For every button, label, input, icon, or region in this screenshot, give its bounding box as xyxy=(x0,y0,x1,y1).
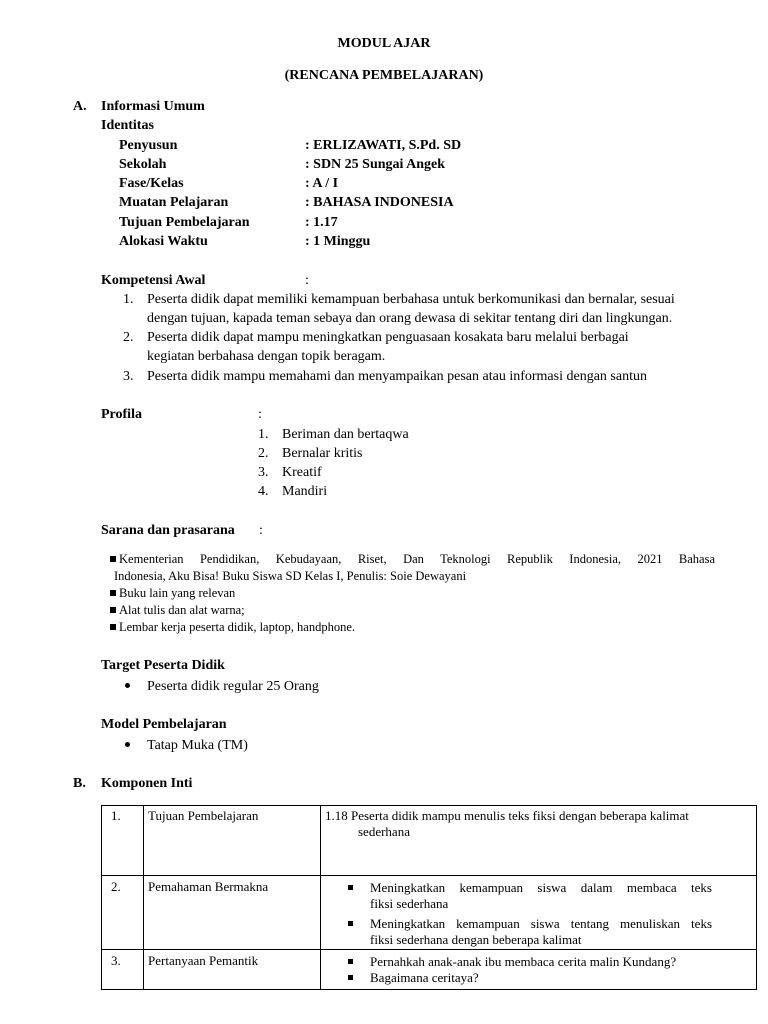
target-item: Peserta didik regular 25 Orang xyxy=(147,679,319,694)
table-row xyxy=(102,876,757,950)
row-number: 1. xyxy=(102,806,144,876)
row-label: Pertanyaan Pemantik xyxy=(144,950,321,990)
profila-item-number: 2. xyxy=(258,446,269,461)
square-bullet-icon xyxy=(110,590,116,596)
kompetensi-item-text: dengan tujuan, kapada teman sebaya dan orang dewasa di sekitar tentang diri dan lingkungan. xyxy=(147,311,673,326)
square-bullet-icon xyxy=(348,959,353,964)
square-bullet-icon xyxy=(110,624,116,630)
field-value-fase-kelas: : A / I xyxy=(305,176,339,191)
model-item: Tatap Muka (TM) xyxy=(147,738,248,753)
bullet-icon xyxy=(125,742,130,747)
square-bullet-icon xyxy=(110,556,116,562)
document-subtitle: (RENCANA PEMBELAJARAN) xyxy=(284,68,484,83)
tujuan-text: 1.18 Peserta didik mampu menulis teks fiksi dengan beberapa kalimat xyxy=(325,808,689,823)
square-bullet-icon xyxy=(348,885,353,890)
section-a-heading: Informasi Umum xyxy=(101,99,205,114)
field-label-tujuan-pembelajaran: Tujuan Pembelajaran xyxy=(119,215,250,230)
field-value-penyusun: : ERLIZAWATI, S.Pd. SD xyxy=(305,138,462,153)
profila-item-text: Mandiri xyxy=(282,484,328,499)
field-value-muatan-pelajaran: : BAHASA INDONESIA xyxy=(305,195,454,210)
profila-item-number: 1. xyxy=(258,427,269,442)
field-value-tujuan-pembelajaran: : 1.17 xyxy=(305,215,338,230)
square-bullet-icon xyxy=(348,975,353,980)
profila-item-text: Bernalar kritis xyxy=(282,446,363,461)
field-label-alokasi-waktu: Alokasi Waktu xyxy=(119,234,208,249)
field-label-penyusun: Penyusun xyxy=(119,138,178,153)
square-bullet-icon xyxy=(110,607,116,613)
field-value-sekolah: : SDN 25 Sungai Angek xyxy=(305,157,446,172)
kompetensi-item-text: kegiatan berbahasa dengan topik beragam. xyxy=(147,349,386,364)
row-label: Pemahaman Bermakna xyxy=(144,876,321,950)
profila-item-text: Beriman dan bertaqwa xyxy=(282,427,409,442)
profila-item-number: 3. xyxy=(258,465,269,480)
sarana-colon: : xyxy=(259,523,263,538)
komponen-inti-table xyxy=(101,805,757,990)
profila-colon: : xyxy=(258,407,262,422)
sarana-heading: Sarana dan prasarana xyxy=(101,523,235,538)
tujuan-text-continuation: sederhana xyxy=(358,824,410,839)
sarana-item: Lembar kerja peserta didik, laptop, handphone. xyxy=(110,619,355,635)
list-item: Meningkatkan kemampuan siswa tentang menuliskan teks fiksi sederhana dengan beberapa kalimat xyxy=(321,916,712,948)
table-row xyxy=(102,806,757,876)
row-content xyxy=(321,876,757,950)
list-item: Meningkatkan kemampuan siswa dalam membaca teks fiksi sederhana xyxy=(321,880,712,912)
field-label-fase-kelas: Fase/Kelas xyxy=(119,176,184,191)
field-label-muatan-pelajaran: Muatan Pelajaran xyxy=(119,195,229,210)
section-a-letter: A. xyxy=(73,99,87,114)
list-item: Pernahkah anak-anak ibu membaca cerita malin Kundang? xyxy=(321,954,756,970)
table-row xyxy=(102,950,757,990)
row-content xyxy=(321,950,757,990)
kompetensi-item-number: 1. xyxy=(123,292,134,307)
target-heading: Target Peserta Didik xyxy=(101,658,225,673)
sarana-item: Buku lain yang relevan xyxy=(110,585,235,601)
kompetensi-item-number: 2. xyxy=(123,330,134,345)
row-content xyxy=(321,806,757,876)
kompetensi-colon: : xyxy=(305,273,309,288)
kompetensi-item-number: 3. xyxy=(123,369,134,384)
sarana-item: Kementerian Pendidikan, Kebudayaan, Riset, Dan Teknologi Republik Indonesia, 2021 Bahasa xyxy=(110,551,715,567)
identitas-heading: Identitas xyxy=(101,118,154,133)
section-b-heading: Komponen Inti xyxy=(101,776,193,791)
bullet-icon xyxy=(125,683,130,688)
square-bullet-icon xyxy=(348,921,353,926)
row-number: 2. xyxy=(102,876,144,950)
field-label-sekolah: Sekolah xyxy=(119,157,167,172)
section-b-letter: B. xyxy=(73,776,86,791)
model-heading: Model Pembelajaran xyxy=(101,717,227,732)
field-value-alokasi-waktu: : 1 Minggu xyxy=(305,234,371,249)
profila-item-text: Kreatif xyxy=(282,465,322,480)
sarana-item: Alat tulis dan alat warna; xyxy=(110,602,245,618)
row-label: Tujuan Pembelajaran xyxy=(144,806,321,876)
document-title: MODUL AJAR xyxy=(337,36,431,51)
profila-item-number: 4. xyxy=(258,484,269,499)
kompetensi-item-text: Peserta didik dapat memiliki kemampuan berbahasa untuk berkomunikasi dan bernalar, sesuai xyxy=(147,292,675,307)
kompetensi-item-text: Peserta didik mampu memahami dan menyampaikan pesan atau informasi dengan santun xyxy=(147,369,647,384)
sarana-item-continuation: Indonesia, Aku Bisa! Buku Siswa SD Kelas I, Penulis: Soie Dewayani xyxy=(114,569,467,583)
profila-heading: Profila xyxy=(101,407,142,422)
row-number: 3. xyxy=(102,950,144,990)
kompetensi-heading: Kompetensi Awal xyxy=(101,273,206,288)
kompetensi-item-text: Peserta didik dapat mampu meningkatkan penguasaan kosakata baru melalui berbagai xyxy=(147,330,629,345)
list-item: Bagaimana ceritaya? xyxy=(321,970,756,986)
